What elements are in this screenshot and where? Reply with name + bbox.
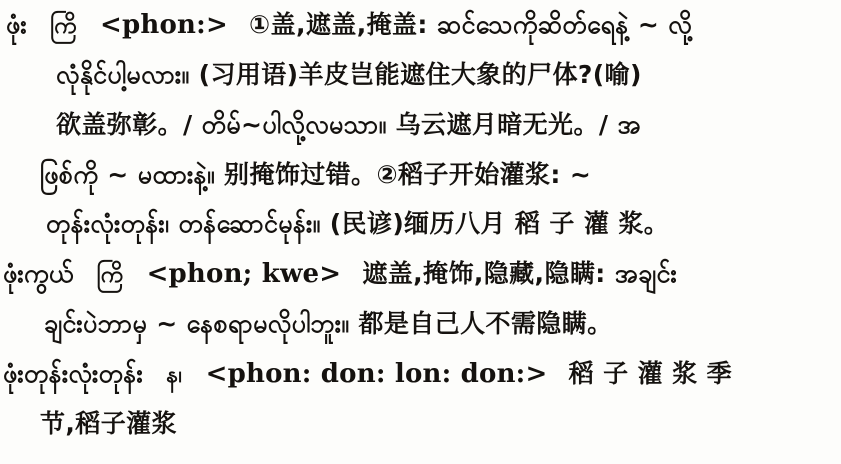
entry-3-headword-line (3, 351, 732, 398)
entry-3-continuation-line: 节,稻子灌浆 (40, 409, 177, 438)
entry-2-headword-line (3, 251, 677, 298)
entry-3-pos-label: န၊ (166, 362, 183, 388)
entry-1-definition-start: ①盖,遮盖,掩盖: ဆင်သေကိုဆိတ်ရေနဲ့ ~ လို့ (249, 10, 693, 39)
entry-3-headword: ဖုံးတုန်းလုံးတုန်း (3, 359, 144, 388)
entry-2-phonetic: <phon; kwe> (146, 259, 342, 289)
entry-1-pos-label: ကြိ (50, 13, 77, 39)
entry-1-continuation-line: 欲盖弥彰。/ တိမ်~ပါလို့လမသာ။ 乌云遮月暗无光。/ အ (56, 110, 641, 139)
entry-1-continuation-line: လုံနိုင်ပါ့မလား။ (习用语)羊皮岂能遮住大象的尸体?(喻) (56, 60, 642, 89)
entry-2-headword: ဖုံးကွယ် (3, 259, 74, 288)
entry-1-continuation-line: တုန်းလုံးတုန်း၊ တန်ဆောင်မုန်း။ (民谚)缅历八月 稻 子 灌 浆。 (46, 209, 670, 238)
entry-1-phonetic: <phon:> (100, 10, 228, 40)
entry-1-headword: ဖုံး (6, 10, 28, 39)
entry-3-phonetic: <phon: don: lon: don:> (205, 359, 548, 389)
entry-1-continuation-line: ဖြစ်ကို ~ မထားနဲ့။ 别掩饰过错。②稻子开始灌浆: ~ (40, 160, 592, 189)
entry-2-definition-start: 遮盖,掩饰,隐藏,隐瞒: အချင်း (362, 259, 678, 288)
entry-2-continuation-line: ချင်းပဲဘာမှ ~ နေစရာမလိုပါဘူး။ 都是自己人不需隐瞒。 (44, 309, 613, 338)
entry-2-pos-label: ကြိ (96, 262, 124, 288)
entry-3-definition-start: 稻 子 灌 浆 季 (568, 359, 732, 388)
entry-1-headword-line (6, 2, 692, 49)
